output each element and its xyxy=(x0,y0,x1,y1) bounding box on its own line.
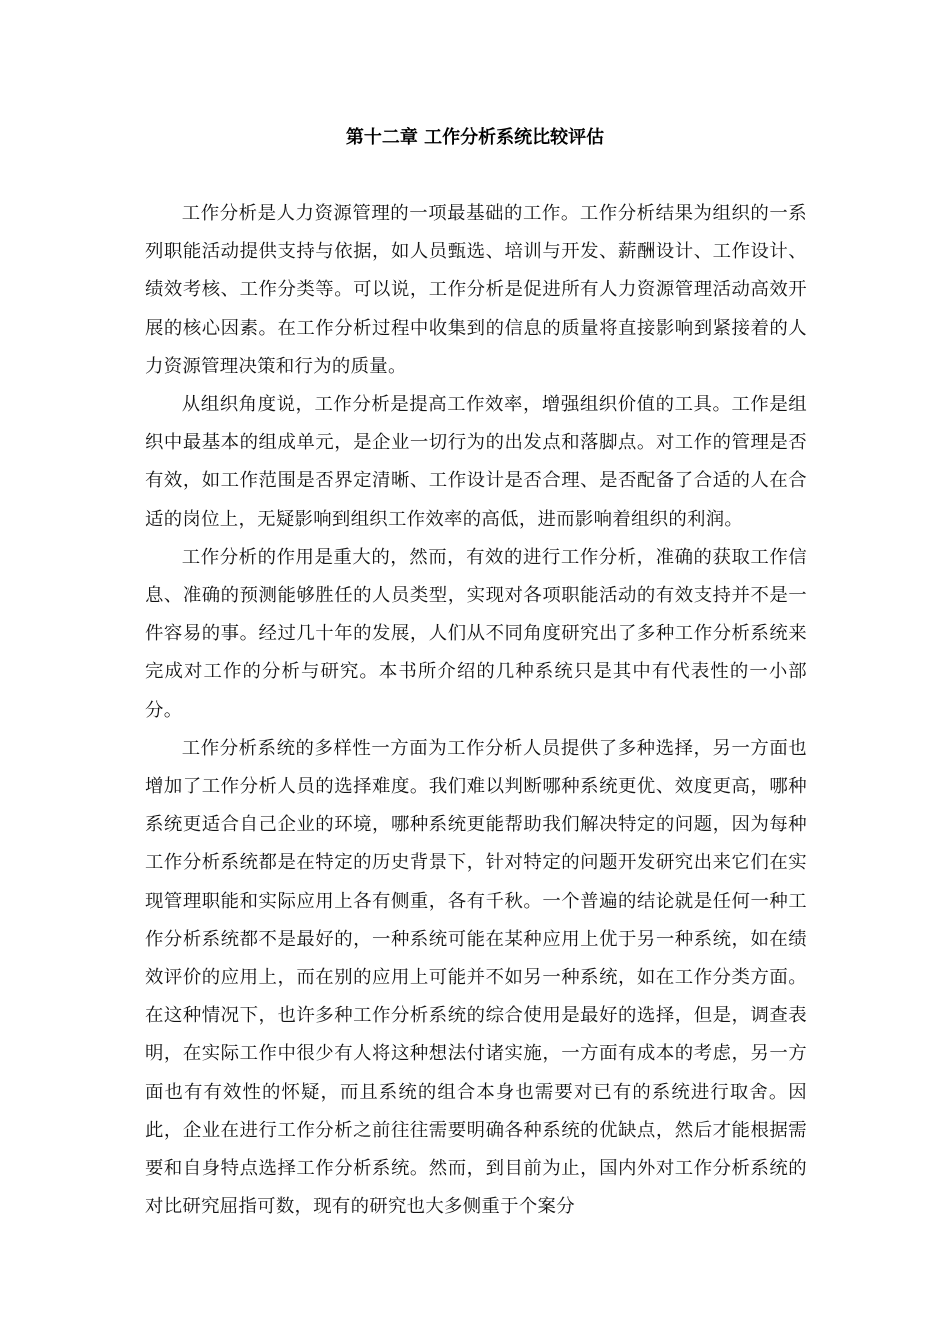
paragraph-2: 从组织角度说，工作分析是提高工作效率，增强组织价值的工具。工作是组织中最基本的组成单元，是企业一切行为的出发点和落脚点。对工作的管理是否有效，如工作范围是否界定清晰、工作设计是否合理、是否配备了合适的人在合适的岗位上，无疑影响到组织工作效率的高低，进而影响着组织的利润。 xyxy=(145,394,807,530)
paragraph-1: 工作分析是人力资源管理的一项最基础的工作。工作分析结果为组织的一系列职能活动提供支持与依据，如人员甄选、培训与开发、薪酬设计、工作设计、绩效考核、工作分类等。可以说，工作分析是促进所有人力资源管理活动高效开展的核心因素。在工作分析过程中收集到的信息的质量将直接影响到紧接着的人力资源管理决策和行为的质量。 xyxy=(145,203,807,377)
chapter-title: 第十二章 工作分析系统比较评估 xyxy=(345,127,605,148)
body-text xyxy=(145,195,807,1226)
paragraph-3: 工作分析的作用是重大的，然而，有效的进行工作分析，准确的获取工作信息、准确的预测能够胜任的人员类型，实现对各项职能活动的有效支持并不是一件容易的事。经过几十年的发展，人们从不同角度研究出了多种工作分析系统来完成对工作的分析与研究。本书所介绍的几种系统只是其中有代表性的一小部分。 xyxy=(145,546,807,721)
paragraph-4: 工作分析系统的多样性一方面为工作分析人员提供了多种选择，另一方面也增加了工作分析人员的选择难度。我们难以判断哪种系统更优、效度更高，哪种系统更适合自己企业的环境，哪种系统更能帮助我们解决特定的问题，因为每种工作分析系统都是在特定的历史背景下，针对特定的问题开发研究出来它们在实现管理职能和实际应用上各有侧重，各有千秋。一个普遍的结论就是任何一种工作分析系统都不是最好的，一种系统可能在某种应用上优于另一种系统，如在绩效评价的应用上，而在别的应用上可能并不如另一种系统，如在工作分类方面。在这种情况下，也许多种工作分析系统的综合使用是最好的选择，但是，调查表明，在实际工作中很少有人将这种想法付诸实施，一方面有成本的考虑，另一方面也有有效性的怀疑，而且系统的组合本身也需要对已有的系统进行取舍。因此，企业在进行工作分析之前往往需要明确各种系统的优缺点，然后才能根据需要和自身特点选择工作分析系统。然而，到目前为止，国内外对工作分析系统的对比研究屈指可数，现有的研究也大多侧重于个案分 xyxy=(145,737,807,1218)
